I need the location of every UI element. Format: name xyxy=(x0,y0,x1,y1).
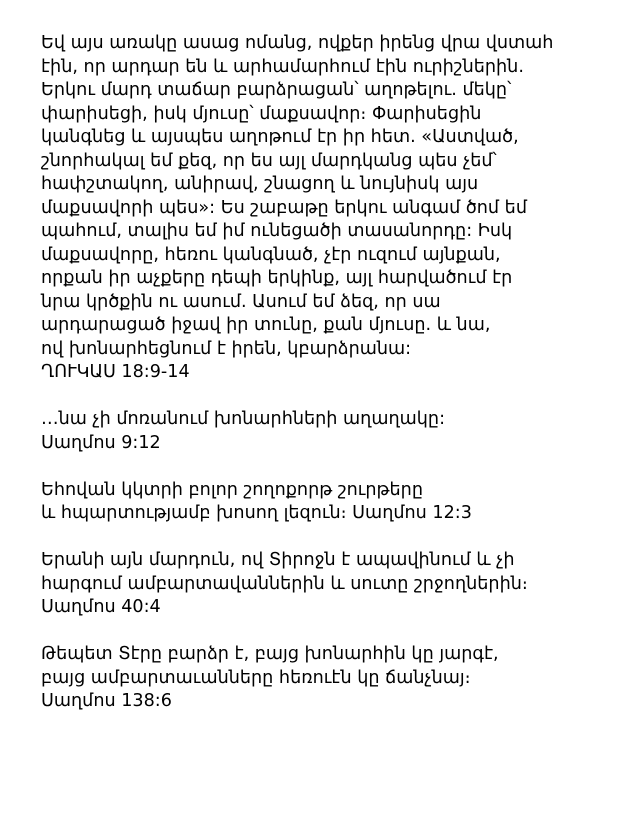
quote-psalm-40-4 xyxy=(41,549,598,620)
quote-reference: Սաղմոս 9:12 xyxy=(41,432,161,453)
passage-line: նրա կրծքին ու ասում. Ասում եմ ձեզ, որ սա xyxy=(41,291,441,312)
passage-line: Եվ այս առակը ասաց ոմանց, ովքեր իրենց վրա վստահ xyxy=(41,33,554,53)
quote-psalm-138-6 xyxy=(41,643,598,714)
passage-line: շնորհակալ եմ քեզ, որ ես այլ մարդկանց պես չեմ՝ xyxy=(41,150,497,171)
quote-psalm-9-12 xyxy=(41,408,598,455)
passage-line: մաքսավորը, հեռու կանգնած, չէր ուզում այնքան, xyxy=(41,244,501,265)
quote-line: բայց ամբարտաւանները հեռուէն կը ճանչնայ։ xyxy=(41,667,471,688)
quote-line: հարգում ամբարտավաններին և սուտը շրջողներին։ xyxy=(41,573,528,594)
quote-reference: Սաղմոս 40:4 xyxy=(41,597,161,617)
quote-line: Երանի այն մարդուն, ով Տիրոջն է ապավինում և չի xyxy=(41,550,515,570)
passage-line: որքան իր աչքերը դեպի երկինք, այլ հարվածում էր xyxy=(41,268,513,288)
quote-line: …նա չի մոռանում խոնարհների աղաղակը: xyxy=(41,409,446,429)
main-passage xyxy=(41,32,598,385)
passage-line: փարիսեցի, իսկ մյուսը՝ մաքսավոր։ Փարիսեցին xyxy=(41,103,482,124)
quote-reference: Սաղմոս 138:6 xyxy=(41,691,172,711)
passage-line: մաքսավորի պես»: Ես շաբաթը երկու անգամ ծոմ եմ xyxy=(41,197,527,218)
quote-line: Եհովան կկտրի բոլոր շողոքորթ շուրթերը xyxy=(41,479,423,500)
quote-psalm-12-3 xyxy=(41,479,598,526)
quote-line: Թեպետ Տէրը բարձր է, բայց խոնարհին կը յարգէ, xyxy=(41,644,499,664)
passage-line: կանգնեց և այսպես աղոթում էր իր հետ. «Աստված, xyxy=(41,127,519,147)
passage-line: պահում, տալիս եմ իմ ունեցածի տասանորդը: Իսկ xyxy=(41,221,513,241)
passage-reference: ՂՈՒԿԱՍ 18:9-14 xyxy=(41,362,190,382)
passage-line: հափշտակող, անիրավ, շնացող և նույնիսկ այս xyxy=(41,174,479,194)
passage-line: էին, որ արդար են և արհամարհում էին ուրիշներին. xyxy=(41,56,524,77)
passage-line: Երկու մարդ տաճար բարձրացան՝ աղոթելու. մեկը՝ xyxy=(41,80,512,100)
quote-line: և հպարտությամբ խոսող լեզուն։ Սաղմոս 12:3 xyxy=(41,503,472,523)
passage-line: ով խոնարհեցնում է իրեն, կբարձրանա: xyxy=(41,338,412,359)
passage-line: արդարացած իջավ իր տունը, քան մյուսը. և նա, xyxy=(41,315,491,335)
